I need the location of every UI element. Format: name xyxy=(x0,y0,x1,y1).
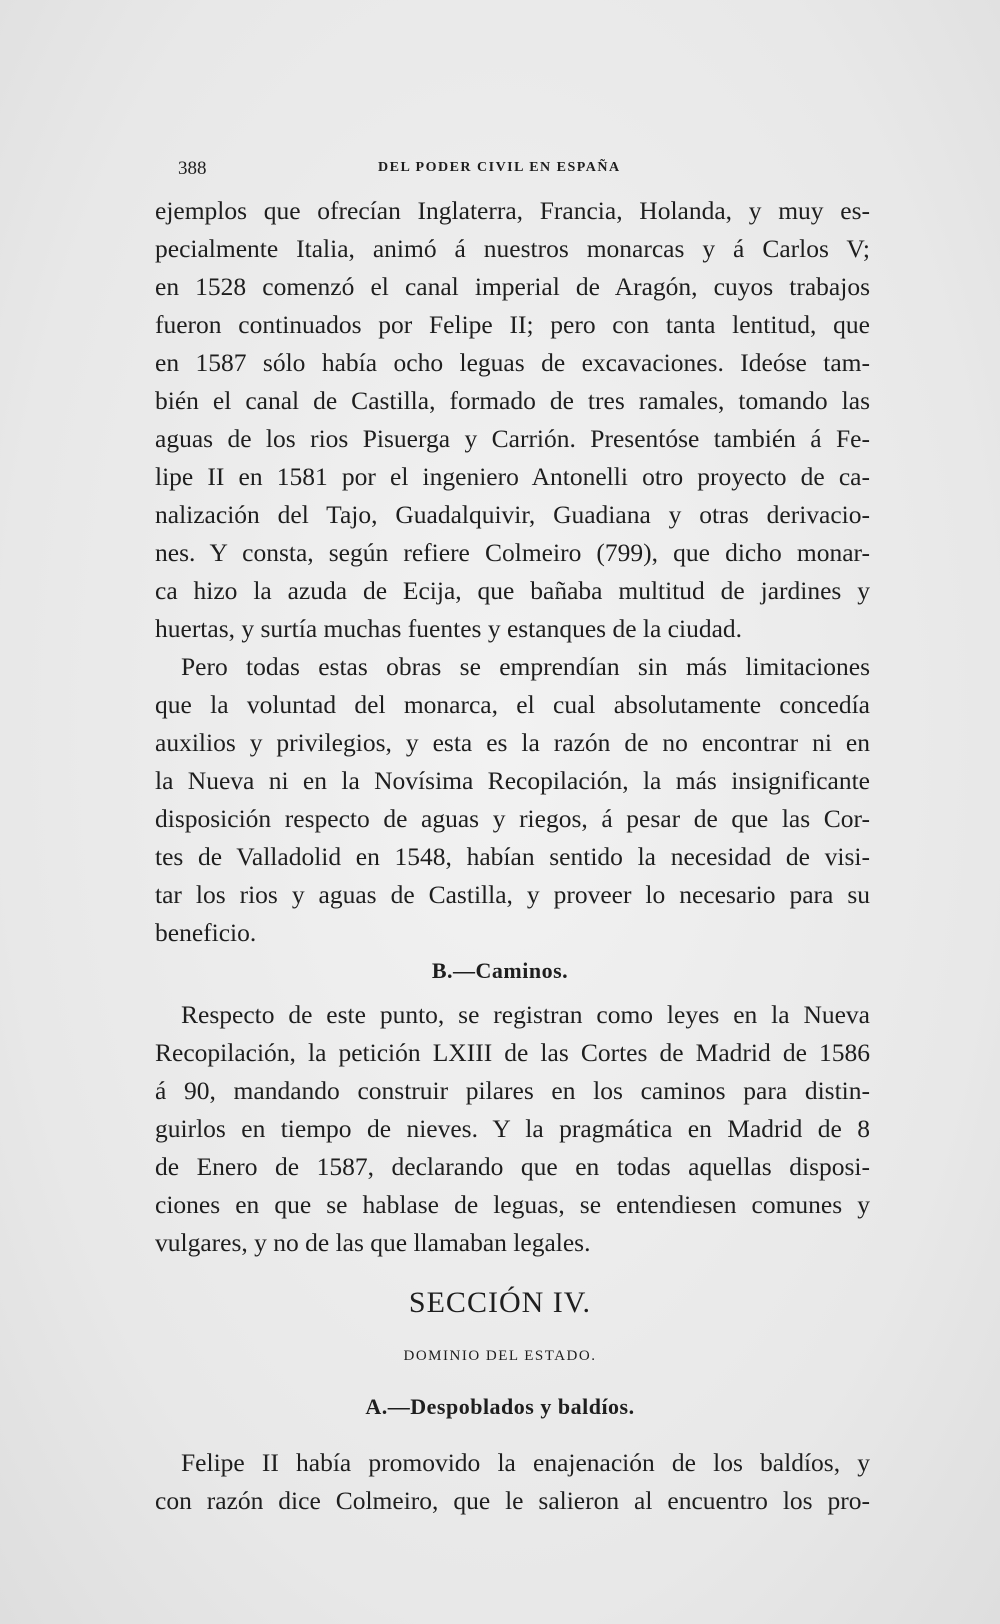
text-line: Felipe II había promovido la enajenación de los baldíos, y xyxy=(181,1448,870,1477)
text-line: beneficio. xyxy=(155,918,257,947)
section-subtitle: DOMINIO DEL ESTADO. xyxy=(403,1348,597,1364)
heading-caminos: B.—Caminos. xyxy=(431,958,569,983)
text-line: lipe II en 1581 por el ingeniero Antonelli otro proyecto de ca- xyxy=(155,462,870,491)
text-line: vulgares, y no de las que llamaban legales. xyxy=(155,1228,591,1257)
page-number: 388 xyxy=(178,158,207,179)
text-line: de Enero de 1587, declarando que en todas aquellas disposi- xyxy=(155,1152,870,1181)
text-line: huertas, y surtía muchas fuentes y estanques de la ciudad. xyxy=(155,614,743,643)
text-line: guirlos en tiempo de nieves. Y la pragmática en Madrid de 8 xyxy=(155,1114,870,1143)
text-line: pecialmente Italia, animó á nuestros monarcas y á Carlos V; xyxy=(155,234,870,263)
text-line: auxilios y privilegios, y esta es la razón de no encontrar ni en xyxy=(155,728,870,757)
text-line: disposición respecto de aguas y riegos, á pesar de que las Cor- xyxy=(155,804,870,833)
text-line: ejemplos que ofrecían Inglaterra, Francia, Holanda, y muy es- xyxy=(155,196,870,225)
text-line: ca hizo la azuda de Ecija, que bañaba multitud de jardines y xyxy=(155,576,870,605)
text-line: Respecto de este punto, se registran como leyes en la Nueva xyxy=(181,1000,870,1029)
text-line: ciones en que se hablase de leguas, se entendiesen comunes y xyxy=(155,1190,870,1219)
text-line: bién el canal de Castilla, formado de tres ramales, tomando las xyxy=(155,386,870,415)
text-line: Pero todas estas obras se emprendían sin más limitaciones xyxy=(181,652,870,681)
text-line: la Nueva ni en la Novísima Recopilación, la más insignificante xyxy=(155,766,870,795)
text-line: tar los rios y aguas de Castilla, y proveer lo necesario para su xyxy=(155,880,870,909)
heading-despoblados: A.—Despoblados y baldíos. xyxy=(365,1394,635,1419)
text-line: fueron continuados por Felipe II; pero con tanta lentitud, que xyxy=(155,310,870,339)
running-head: DEL PODER CIVIL EN ESPAÑA xyxy=(378,160,621,175)
text-line: en 1528 comenzó el canal imperial de Aragón, cuyos trabajos xyxy=(155,272,870,301)
text-line: Recopilación, la petición LXIII de las Cortes de Madrid de 1586 xyxy=(155,1038,870,1067)
section-title: SECCIÓN IV. xyxy=(408,1286,592,1319)
text-line: nalización del Tajo, Guadalquivir, Guadiana y otras derivacio- xyxy=(155,500,870,529)
text-line: que la voluntad del monarca, el cual absolutamente concedía xyxy=(155,690,870,719)
text-line: aguas de los rios Pisuerga y Carrión. Presentóse también á Fe- xyxy=(155,424,870,453)
text-line: tes de Valladolid en 1548, habían sentido la necesidad de visi- xyxy=(155,842,870,871)
text-line: en 1587 sólo había ocho leguas de excavaciones. Ideóse tam- xyxy=(155,348,870,377)
page-header xyxy=(178,158,868,182)
text-line: á 90, mandando construir pilares en los caminos para distin- xyxy=(155,1076,870,1105)
text-line: nes. Y consta, según refiere Colmeiro (799), que dicho monar- xyxy=(155,538,870,567)
text-line: con razón dice Colmeiro, que le salieron al encuentro los pro- xyxy=(155,1486,870,1515)
